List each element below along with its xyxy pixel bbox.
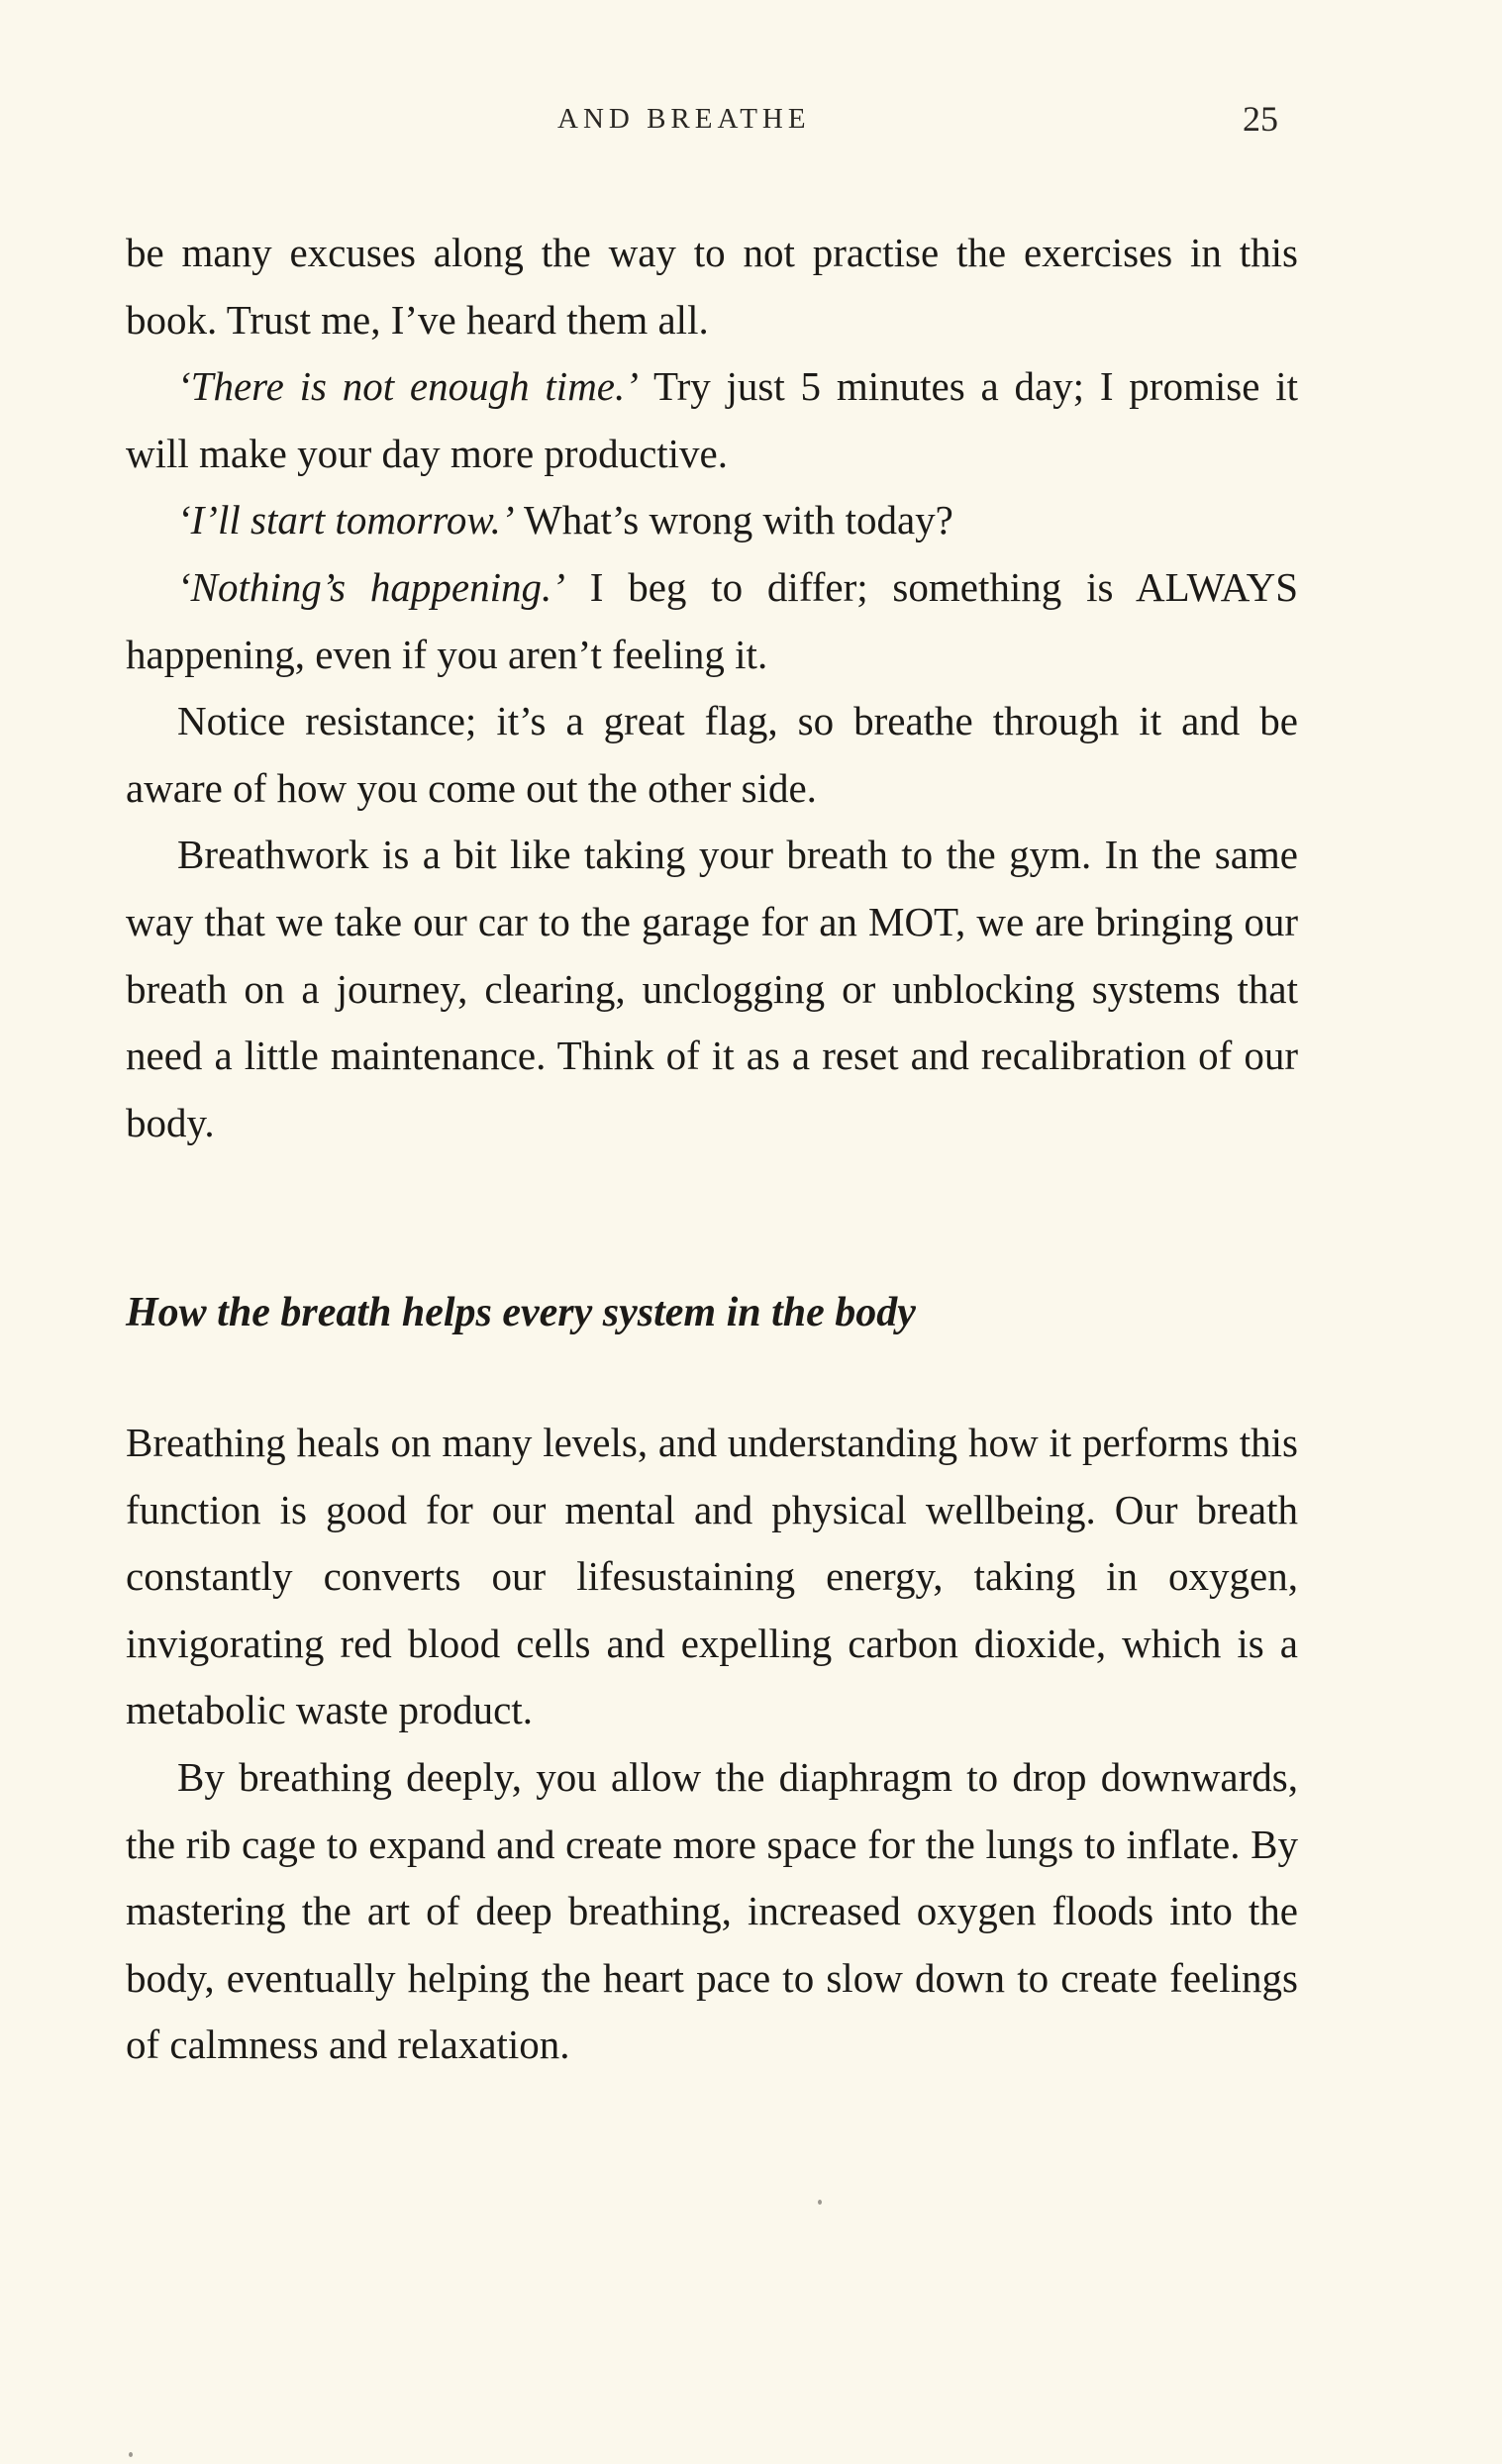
text-run: Notice resistance; it’s a great flag, so breathe through it and be aware of how you come out the other side. — [126, 698, 1298, 811]
excuse-quote: ‘I’ll start tomorrow.’ — [177, 497, 515, 543]
paragraph-start-tomorrow — [126, 487, 1298, 554]
text-run: What’s wrong with today? — [514, 497, 953, 543]
running-title: AND BREATHE — [557, 103, 811, 135]
running-head — [0, 97, 1502, 141]
text-run: Breathwork is a bit like taking your breath to the gym. In the same way that we take our car to the garage for an MOT, we are bringing our breath on a journey, clearing, unclogging or unblocking systems that need a little maintenance. Think of it as a reset and recalibration of our body. — [126, 832, 1298, 1145]
text-run: I beg to differ; something is ALWAYS happening, even if you aren’t feeling it. — [126, 563, 1298, 677]
text-run: Try just 5 minutes a day; I promise it will make your day more productive. — [126, 363, 1298, 476]
body-text-bottom — [126, 1410, 1298, 2079]
paper-speck — [818, 2200, 822, 2205]
paragraph-not-enough-time — [126, 353, 1298, 487]
paragraph-nothing-happening — [126, 554, 1298, 688]
excuse-quote: ‘Nothing’s happening.’ — [177, 563, 565, 610]
page-number: 25 — [1243, 99, 1278, 139]
text-run: By breathing deeply, you allow the diaphragm to drop downwards, the rib cage to expand and create more space for the lungs to inflate. By mastering the art of deep breathing, increased oxygen floods into the body, eventually helping the heart pace to slow down to create feelings of calmness and relaxation. — [126, 1753, 1298, 2068]
text-run: be many excuses along the way to not practise the exercises in this book. Trust me, I’ve heard them all. — [126, 230, 1298, 343]
section-heading: How the breath helps every system in the body — [126, 1290, 916, 1335]
paragraph-breathing-deeply — [126, 1744, 1298, 2079]
paper-speck — [129, 2452, 133, 2457]
excuse-quote: ‘There is not enough time.’ — [177, 363, 639, 410]
paragraph-excuses — [126, 220, 1298, 353]
paragraph-breathwork-gym — [126, 822, 1298, 1156]
body-text-top — [126, 220, 1298, 1156]
text-run: Breathing heals on many levels, and understanding how it performs this function is good for our mental and physical wellbeing. Our breath constantly converts our lifesustaining energy, taking in oxygen, invigorating red blood cells and expelling carbon dioxide, which is a metabolic waste product. — [126, 1420, 1298, 1733]
paragraph-notice-resistance — [126, 688, 1298, 822]
paragraph-breathing-heals — [126, 1410, 1298, 1744]
